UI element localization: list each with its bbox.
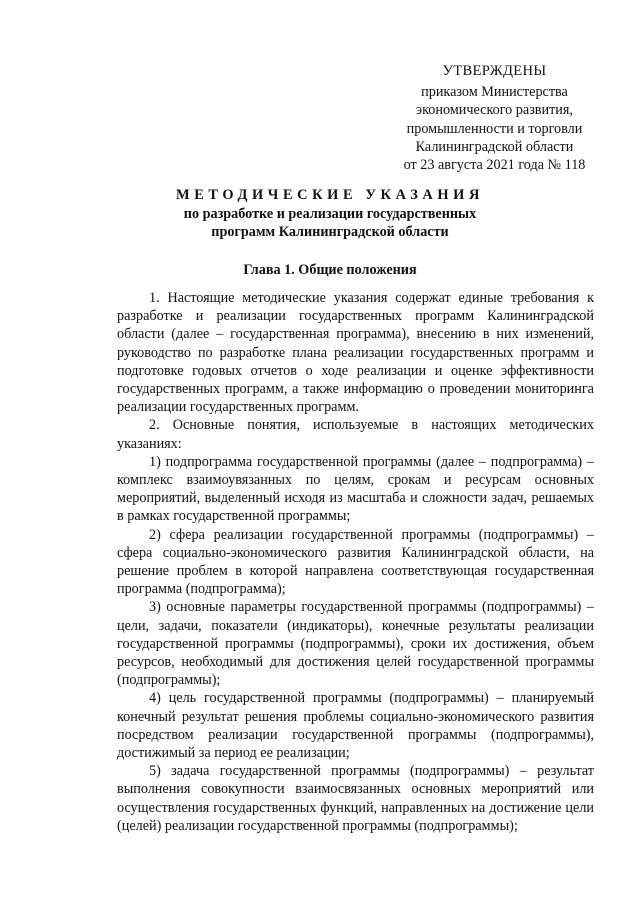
paragraph: 4) цель государственной программы (подпрограммы) – планируемый конечный результат решения проблемы социально-экономического развития посредством реализации государственной программы (подпрограммы), достижимый за период ее реализации; (117, 690, 594, 762)
document-subtitle: по разработке и реализации государственных (183, 206, 477, 223)
approval-line: промышленности и торговли (406, 120, 583, 137)
document-body (117, 289, 594, 835)
document-title: МЕТОДИЧЕСКИЕ УКАЗАНИЯ (176, 187, 484, 203)
document-heading (100, 186, 560, 242)
paragraph: 1) подпрограмма государственной программы (далее – подпрограмма) – комплекс взаимоувязанных по целям, срокам и ресурсам основных мероприятий, выделенный исходя из масштаба и сложности задач, решаемых в рамках государственной программы; (117, 453, 594, 525)
chapter-title: Глава 1. Общие положения (243, 262, 417, 278)
approval-line: экономического развития, (416, 102, 573, 119)
approval-line: приказом Министерства (421, 84, 568, 101)
approval-line: от 23 августа 2021 года № 118 (403, 157, 586, 174)
paragraph: 2. Основные понятия, используемые в настоящих методических указаниях: (117, 417, 594, 452)
paragraph: 3) основные параметры государственной программы (подпрограммы) – цели, задачи, показатели (индикаторы), конечные результаты реализации государственной программы (подпрограммы), сроки их достижения, объем ресурсов, необходимый для достижения целей государственной программы (подпрограммы); (117, 599, 594, 689)
approval-line: Калининградской области (415, 138, 574, 155)
document-subtitle: программ Калининградской области (211, 224, 449, 241)
paragraph: 1. Настоящие методические указания содержат единые требования к разработке и реализации государственных программ Калининградской области (далее – государственная программа), внесению в них изменений, руководство по разработке плана реализации государственных программ и подготовке годовых отчетов о ходе реализации и оценке эффективности государственных программ, а также информацию о проведении мониторинга реализации государственных программ. (117, 290, 594, 416)
paragraph: 5) задача государственной программы (подпрограммы) – результат выполнения совокупности взаимосвязанных основных мероприятий или осуществления государственных функций, направленных на достижение цели (целей) реализации государственной программы (подпрограммы); (117, 763, 594, 834)
paragraph: 2) сфера реализации государственной программы (подпрограммы) – сфера социально-экономического развития Калининградской области, на решение проблем в которой направлена соответствующая государственная программа (подпрограмма); (117, 526, 594, 598)
approval-title: УТВЕРЖДЕНЫ (442, 63, 547, 79)
approval-block (392, 62, 597, 174)
